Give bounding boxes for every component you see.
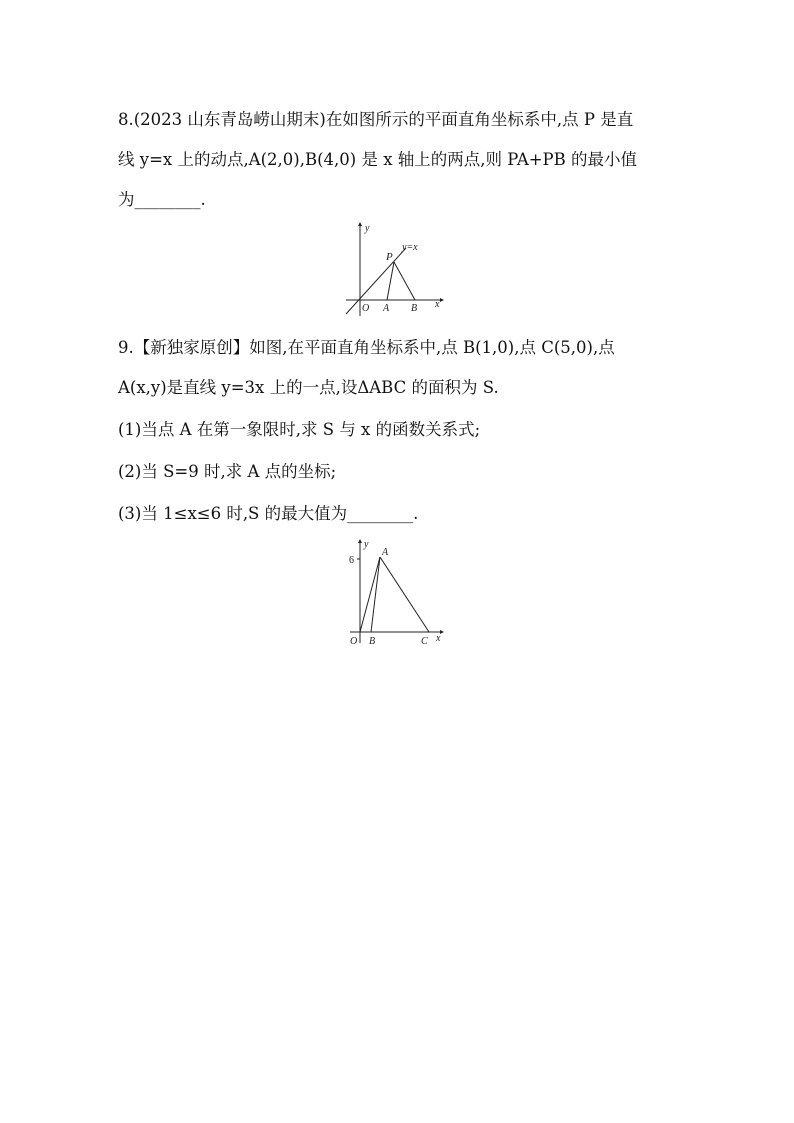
q8-label-o: O bbox=[362, 303, 370, 314]
q8-x-axis-arrow bbox=[440, 298, 444, 302]
q9-part-3: (3)当 1≤x≤6 时,S 的最大值为________. bbox=[118, 504, 419, 523]
q8-label-x: x bbox=[435, 299, 440, 310]
q8-label-p: P bbox=[386, 251, 393, 263]
q9-label-o: O bbox=[350, 636, 358, 647]
q8-line-y-eq-x bbox=[346, 248, 406, 314]
q9-x-axis-arrow bbox=[440, 630, 444, 634]
q9-text-line-1: 9.【新独家原创】如图,在平面直角坐标系中,点 B(1,0),点 C(5,0),点 bbox=[118, 338, 615, 357]
q8-figure bbox=[340, 220, 450, 320]
q9-label-c: C bbox=[421, 636, 428, 647]
q9-label-six: 6 bbox=[349, 555, 354, 566]
q8-label-line: y=x bbox=[402, 242, 418, 253]
q9-label-x: x bbox=[436, 633, 441, 644]
q9-label-b: B bbox=[369, 636, 376, 647]
q8-label-a: A bbox=[383, 303, 390, 314]
q9-part-2: (2)当 S=9 时,求 A 点的坐标; bbox=[118, 462, 337, 481]
q9-figure bbox=[340, 535, 450, 650]
q9-segment-ab bbox=[371, 557, 380, 632]
q8-segment-pb bbox=[394, 262, 415, 300]
q8-text-line-2: 线 y=x 上的动点,A(2,0),B(4,0) 是 x 轴上的两点,则 PA+PB 的最小值 bbox=[118, 150, 638, 169]
q8-text-line-3: 为________. bbox=[118, 190, 206, 209]
q9-part-1: (1)当点 A 在第一象限时,求 S 与 x 的函数关系式; bbox=[118, 420, 481, 439]
q8-label-b: B bbox=[411, 303, 418, 314]
q9-y-axis-arrow bbox=[358, 539, 362, 543]
q9-line-oa bbox=[360, 557, 380, 632]
q8-label-y: y bbox=[365, 223, 370, 234]
q9-label-a: A bbox=[382, 547, 389, 558]
q8-y-axis-arrow bbox=[358, 222, 362, 226]
q8-text-line-1: 8.(2023 山东青岛崂山期末)在如图所示的平面直角坐标系中,点 P 是直 bbox=[118, 110, 634, 129]
q9-text-line-2: A(x,y)是直线 y=3x 上的一点,设ΔABC 的面积为 S. bbox=[118, 378, 499, 397]
q9-label-y: y bbox=[364, 539, 369, 550]
q9-segment-ac bbox=[380, 557, 429, 632]
